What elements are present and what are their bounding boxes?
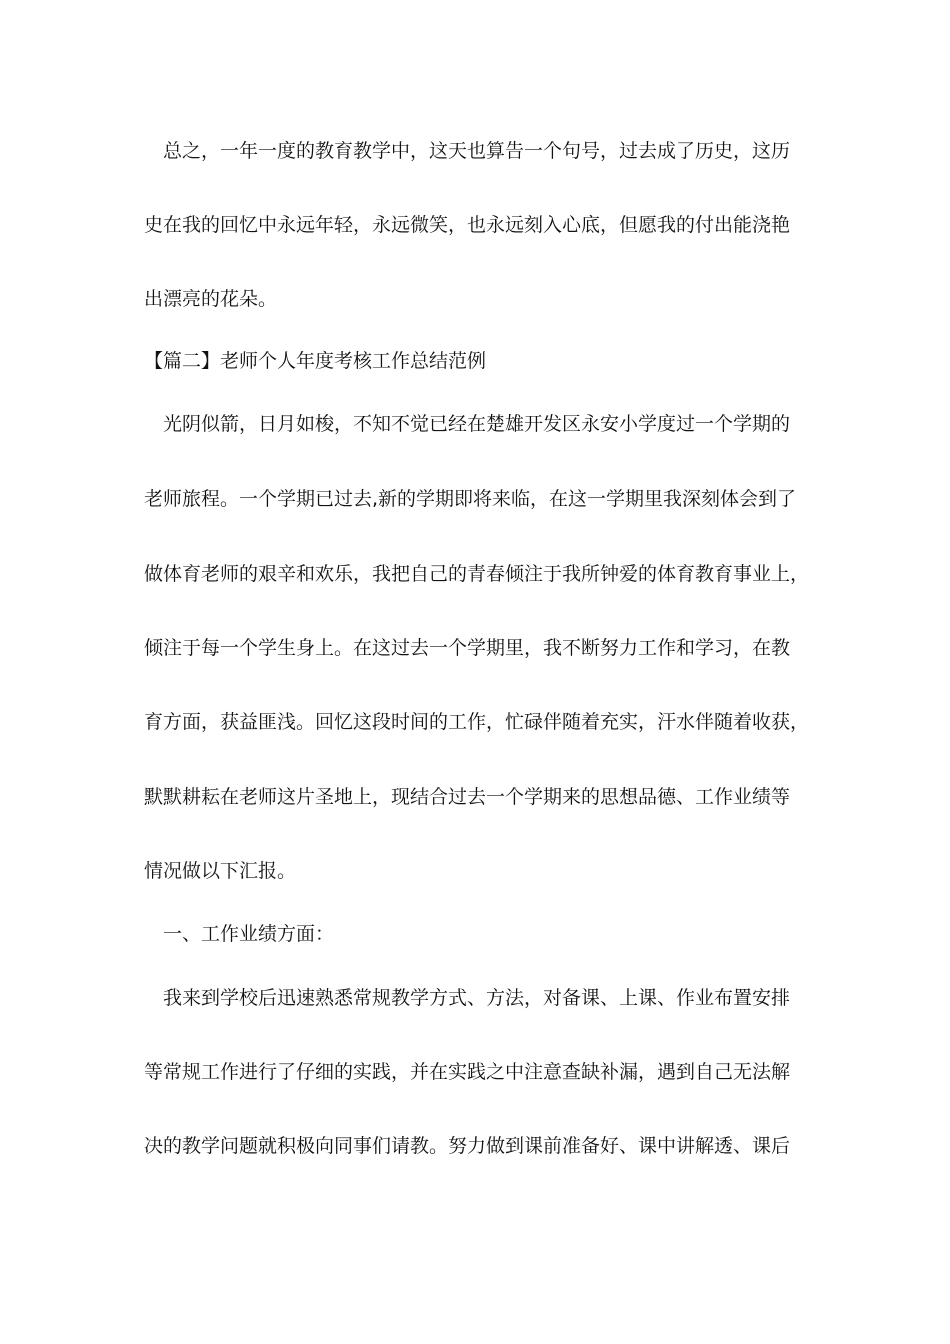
paragraph-3-line-2: 等常规工作进行了仔细的实践，并在实践之中注意查缺补漏，遇到自己无法解 bbox=[144, 1061, 791, 1083]
paragraph-2-line-3: 做体育老师的艰辛和欢乐，我把自己的青春倾注于我所钟爱的体育教育事业上， bbox=[144, 563, 810, 585]
paragraph-2-line-1: 光阴似箭，日月如梭，不知不觉已经在楚雄开发区永安小学度过一个学期的 bbox=[163, 413, 791, 435]
paragraph-1-line-3: 出漂亮的花朵。 bbox=[144, 288, 278, 310]
paragraph-1-line-1: 总之，一年一度的教育教学中，这天也算告一个句号，过去成了历史，这历 bbox=[163, 140, 791, 162]
section-heading: 【篇二】老师个人年度考核工作总结范例 bbox=[144, 350, 487, 372]
paragraph-2-line-4: 倾注于每一个学生身上。在这过去一个学期里，我不断努力工作和学习，在教 bbox=[144, 637, 791, 659]
paragraph-2-line-5: 育方面，获益匪浅。回忆这段时间的工作，忙碌伴随着充实，汗水伴随着收获， bbox=[144, 711, 810, 733]
paragraph-2-line-7: 情况做以下汇报。 bbox=[144, 860, 297, 882]
paragraph-3-line-3: 决的教学问题就积极向同事们请教。努力做到课前准备好、课中讲解透、课后 bbox=[144, 1135, 791, 1157]
paragraph-3-line-1: 我来到学校后迅速熟悉常规教学方式、方法，对备课、上课、作业布置安排 bbox=[163, 987, 791, 1009]
subsection-heading: 一、工作业绩方面： bbox=[163, 923, 335, 945]
paragraph-2-line-2: 老师旅程。一个学期已过去,新的学期即将来临，在这一学期里我深刻体会到了 bbox=[144, 488, 797, 510]
paragraph-2-line-6: 默默耕耘在老师这片圣地上，现结合过去一个学期来的思想品德、工作业绩等 bbox=[144, 786, 791, 808]
paragraph-1-line-2: 史在我的回忆中永远年轻，永远微笑，也永远刻入心底，但愿我的付出能浇艳 bbox=[144, 214, 791, 236]
